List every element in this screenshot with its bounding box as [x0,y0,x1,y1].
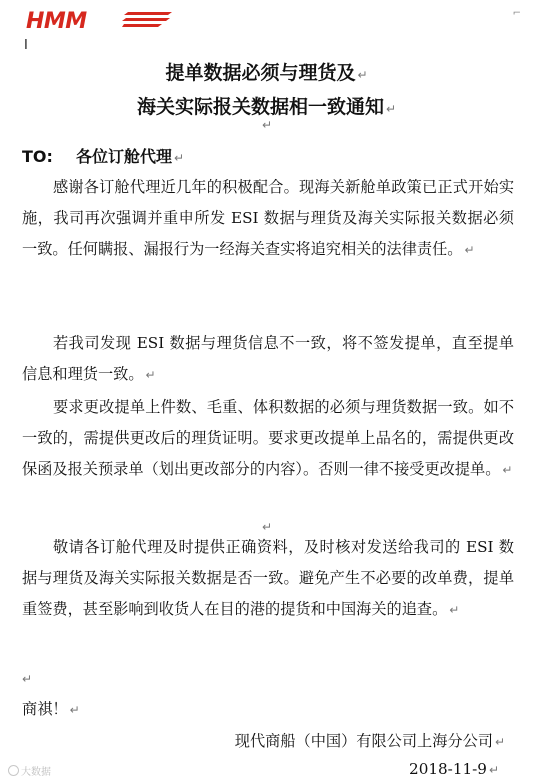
watermark-icon [8,765,19,776]
date-text: 2018-11-9 [409,760,487,778]
title-line-2 [0,92,533,119]
paragraph-2-text: 若我司发现 ESI 数据与理货信息不一致，将不签发提单，直至提单信息和理货一致。 [22,334,514,383]
hmm-logo [26,6,176,36]
paragraph-mark-icon: ↵ [262,118,273,132]
to-label: TO: [22,147,53,166]
watermark-text: 大数据 [21,767,51,778]
paragraph-3 [22,392,514,486]
paragraph-mark-icon: ↵ [385,102,397,116]
logo-stripes-icon [122,10,174,32]
paragraph-mark-icon: ↵ [262,520,273,534]
closing-text: 商祺！ [22,700,68,718]
title-line-1-text: 提单数据必须与理货及 [165,62,356,84]
logo-text: HMM [26,9,87,34]
paragraph-4-text: 敬请各订舱代理及时提供正确资料，及时核对发送给我司的 ESI 数据与理货及海关实际报关数据是否一致。避免产生不必要的改单费，提单重签费，甚至影响到收货人在目的港的提货和中国海关的追查。 [22,538,514,618]
paragraph-mark-icon: ↵ [22,672,33,686]
paragraph-mark-icon: ↵ [502,463,513,477]
paragraph-mark-icon: ↵ [69,703,80,717]
paragraph-1 [22,172,514,266]
text-cursor-icon: I [24,38,28,53]
paragraph-1-text: 感谢各订舱代理近几年的积极配合。现海关新舱单政策已正式开始实施，我司再次强调并重申所发 ESI 数据与理货及海关实际报关数据必须一致。任何瞒报、漏报行为一经海关查实将追究相关的法律责任。 [22,178,514,258]
paragraph-mark-icon: ↵ [357,68,368,82]
closing-line [22,694,514,726]
paragraph-3-text: 要求更改提单上件数、毛重、体积数据的必须与理货数据一致。如不一致的，需提供更改后的理货证明。要求更改提单上品名的，需提供更改保函及报关预录单（划出更改部分的内容）。否则一律不接受更改提单。 [22,398,514,478]
paragraph-mark-icon: ↵ [494,735,505,749]
title-line-2-text: 海关实际报关数据相一致通知 [136,96,384,118]
corner-mark: ⌐ [512,8,521,19]
date-line [409,760,499,778]
watermark [8,763,51,778]
recipient: 各位订舱代理 [76,147,173,166]
signature-text: 现代商船（中国）有限公司上海分公司 [234,732,493,750]
paragraph-mark-icon: ↵ [464,243,475,257]
title-line-1 [0,58,533,85]
to-line [22,144,184,167]
paragraph-mark-icon: ↵ [145,368,156,382]
paragraph-4 [22,532,514,626]
paragraph-mark-icon: ↵ [449,603,460,617]
paragraph-mark-icon: ↵ [174,151,185,165]
signature-line [235,730,505,751]
paragraph-2 [22,328,514,391]
paragraph-mark-icon: ↵ [488,763,499,777]
